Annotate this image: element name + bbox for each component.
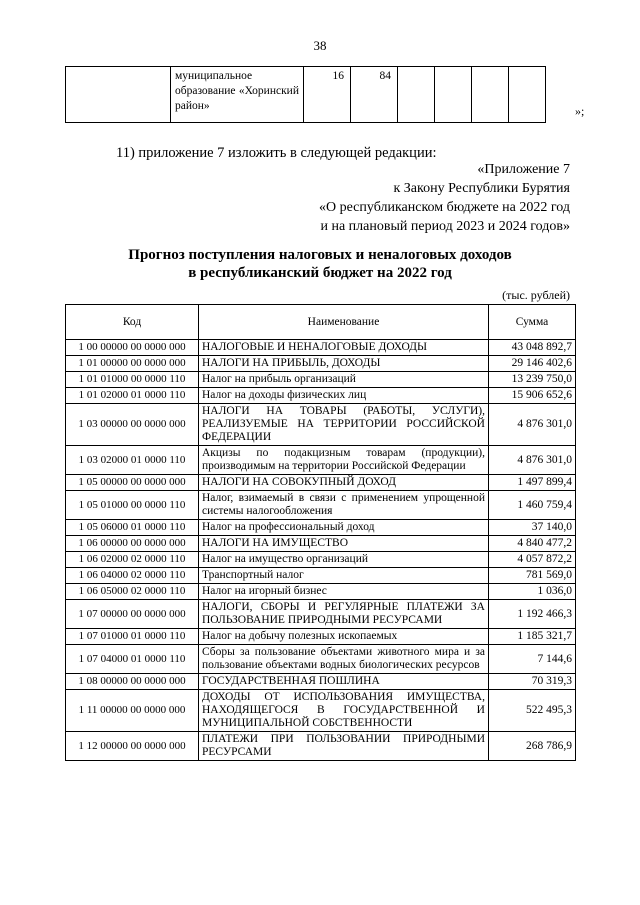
table-closing-quote: »; [575, 104, 585, 118]
document-title [60, 246, 580, 282]
row-name: Сборы за пользование объектами животного мира и за пользование объектами водных биологических ресурсов [199, 645, 489, 674]
row-amount: 1 460 759,4 [489, 491, 576, 520]
appendix-header-line: к Закону Республики Бурятия [393, 181, 570, 196]
continuation-table [65, 66, 546, 123]
document-title-line: Прогноз поступления налоговых и неналоговых доходов [128, 247, 512, 263]
row-code: 1 06 02000 02 0000 110 [66, 552, 199, 568]
row-amount: 15 906 652,6 [489, 388, 576, 404]
continuation-value-cell: 16 [304, 67, 351, 123]
row-name: НАЛОГИ, СБОРЫ И РЕГУЛЯРНЫЕ ПЛАТЕЖИ ЗА ПОЛЬЗОВАНИЕ ПРИРОДНЫМИ РЕСУРСАМИ [199, 600, 489, 629]
row-amount: 43 048 892,7 [489, 340, 576, 356]
row-amount: 1 192 466,3 [489, 600, 576, 629]
row-code: 1 05 00000 00 0000 000 [66, 475, 199, 491]
continuation-value-cell [472, 67, 509, 123]
units-label: (тыс. рублей) [502, 288, 570, 302]
table-row [66, 645, 576, 674]
row-amount: 1 497 899,4 [489, 475, 576, 491]
table-row [66, 520, 576, 536]
row-code: 1 11 00000 00 0000 000 [66, 690, 199, 732]
row-code: 1 01 02000 01 0000 110 [66, 388, 199, 404]
continuation-row [66, 67, 546, 123]
row-amount: 4 057 872,2 [489, 552, 576, 568]
continuation-empty-cell [66, 67, 171, 123]
row-name: НАЛОГИ НА ТОВАРЫ (РАБОТЫ, УСЛУГИ), РЕАЛИЗУЕМЫЕ НА ТЕРРИТОРИИ РОССИЙСКОЙ ФЕДЕРАЦИИ [199, 404, 489, 446]
appendix-header-line: «О республиканском бюджете на 2022 год [319, 200, 570, 215]
row-amount: 4 840 477,2 [489, 536, 576, 552]
continuation-value-cell: 84 [351, 67, 398, 123]
row-amount: 1 036,0 [489, 584, 576, 600]
row-amount: 522 495,3 [489, 690, 576, 732]
page-number: 38 [313, 38, 327, 53]
continuation-name-cell: муниципальное образование «Хоринский район» [171, 67, 304, 123]
row-amount: 70 319,3 [489, 674, 576, 690]
row-name: ПЛАТЕЖИ ПРИ ПОЛЬЗОВАНИИ ПРИРОДНЫМИ РЕСУРСАМИ [199, 732, 489, 761]
row-amount: 37 140,0 [489, 520, 576, 536]
row-code: 1 12 00000 00 0000 000 [66, 732, 199, 761]
continuation-value-cell [398, 67, 435, 123]
row-name: ГОСУДАРСТВЕННАЯ ПОШЛИНА [199, 674, 489, 690]
table-row [66, 568, 576, 584]
row-code: 1 03 00000 00 0000 000 [66, 404, 199, 446]
row-code: 1 06 04000 02 0000 110 [66, 568, 199, 584]
table-row [66, 404, 576, 446]
row-name: ДОХОДЫ ОТ ИСПОЛЬЗОВАНИЯ ИМУЩЕСТВА, НАХОДЯЩЕГОСЯ В ГОСУДАРСТВЕННОЙ И МУНИЦИПАЛЬНОЙ СОБСТВЕННОСТИ [199, 690, 489, 732]
row-code: 1 05 06000 01 0000 110 [66, 520, 199, 536]
table-row [66, 629, 576, 645]
row-name: НАЛОГОВЫЕ И НЕНАЛОГОВЫЕ ДОХОДЫ [199, 340, 489, 356]
row-code: 1 01 00000 00 0000 000 [66, 356, 199, 372]
row-code: 1 06 00000 00 0000 000 [66, 536, 199, 552]
row-code: 1 07 04000 01 0000 110 [66, 645, 199, 674]
table-row [66, 475, 576, 491]
row-name: НАЛОГИ НА СОВОКУПНЫЙ ДОХОД [199, 475, 489, 491]
table-row [66, 732, 576, 761]
row-code: 1 01 01000 00 0000 110 [66, 372, 199, 388]
table-row [66, 600, 576, 629]
row-name: НАЛОГИ НА ПРИБЫЛЬ, ДОХОДЫ [199, 356, 489, 372]
row-amount: 1 185 321,7 [489, 629, 576, 645]
row-code: 1 05 01000 00 0000 110 [66, 491, 199, 520]
table-row [66, 356, 576, 372]
table-row [66, 536, 576, 552]
appendix-header-line: и на плановый период 2023 и 2024 годов» [320, 219, 570, 234]
header-code: Код [66, 305, 199, 340]
appendix-header-line: «Приложение 7 [477, 162, 570, 177]
table-row [66, 674, 576, 690]
row-name: Налог, взимаемый в связи с применением упрощенной системы налогообложения [199, 491, 489, 520]
table-row [66, 690, 576, 732]
row-name: Налог на имущество организаций [199, 552, 489, 568]
row-name: Акцизы по подакцизным товарам (продукции), производимым на территории Российской Федерации [199, 446, 489, 475]
row-amount: 4 876 301,0 [489, 446, 576, 475]
table-row [66, 388, 576, 404]
revenue-table [65, 304, 576, 761]
row-amount: 7 144,6 [489, 645, 576, 674]
header-name: Наименование [199, 305, 489, 340]
table-row [66, 552, 576, 568]
amendment-instruction: 11) приложение 7 изложить в следующей редакции: [116, 145, 437, 161]
row-name: НАЛОГИ НА ИМУЩЕСТВО [199, 536, 489, 552]
row-amount: 268 786,9 [489, 732, 576, 761]
continuation-value-cell [509, 67, 546, 123]
table-row [66, 340, 576, 356]
row-name: Налог на игорный бизнес [199, 584, 489, 600]
row-amount: 29 146 402,6 [489, 356, 576, 372]
row-code: 1 03 02000 01 0000 110 [66, 446, 199, 475]
document-title-line: в республиканский бюджет на 2022 год [188, 265, 452, 281]
row-amount: 781 569,0 [489, 568, 576, 584]
row-name: Налог на профессиональный доход [199, 520, 489, 536]
table-row [66, 446, 576, 475]
row-name: Налог на добычу полезных ископаемых [199, 629, 489, 645]
row-code: 1 00 00000 00 0000 000 [66, 340, 199, 356]
row-code: 1 06 05000 02 0000 110 [66, 584, 199, 600]
row-name: Налог на доходы физических лиц [199, 388, 489, 404]
appendix-header [319, 160, 570, 236]
continuation-value-cell [435, 67, 472, 123]
row-code: 1 07 01000 01 0000 110 [66, 629, 199, 645]
table-row [66, 584, 576, 600]
table-row [66, 491, 576, 520]
row-amount: 13 239 750,0 [489, 372, 576, 388]
row-name: Налог на прибыль организаций [199, 372, 489, 388]
header-amount: Сумма [489, 305, 576, 340]
table-header-row [66, 305, 576, 340]
row-name: Транспортный налог [199, 568, 489, 584]
row-code: 1 07 00000 00 0000 000 [66, 600, 199, 629]
row-code: 1 08 00000 00 0000 000 [66, 674, 199, 690]
table-row [66, 372, 576, 388]
row-amount: 4 876 301,0 [489, 404, 576, 446]
